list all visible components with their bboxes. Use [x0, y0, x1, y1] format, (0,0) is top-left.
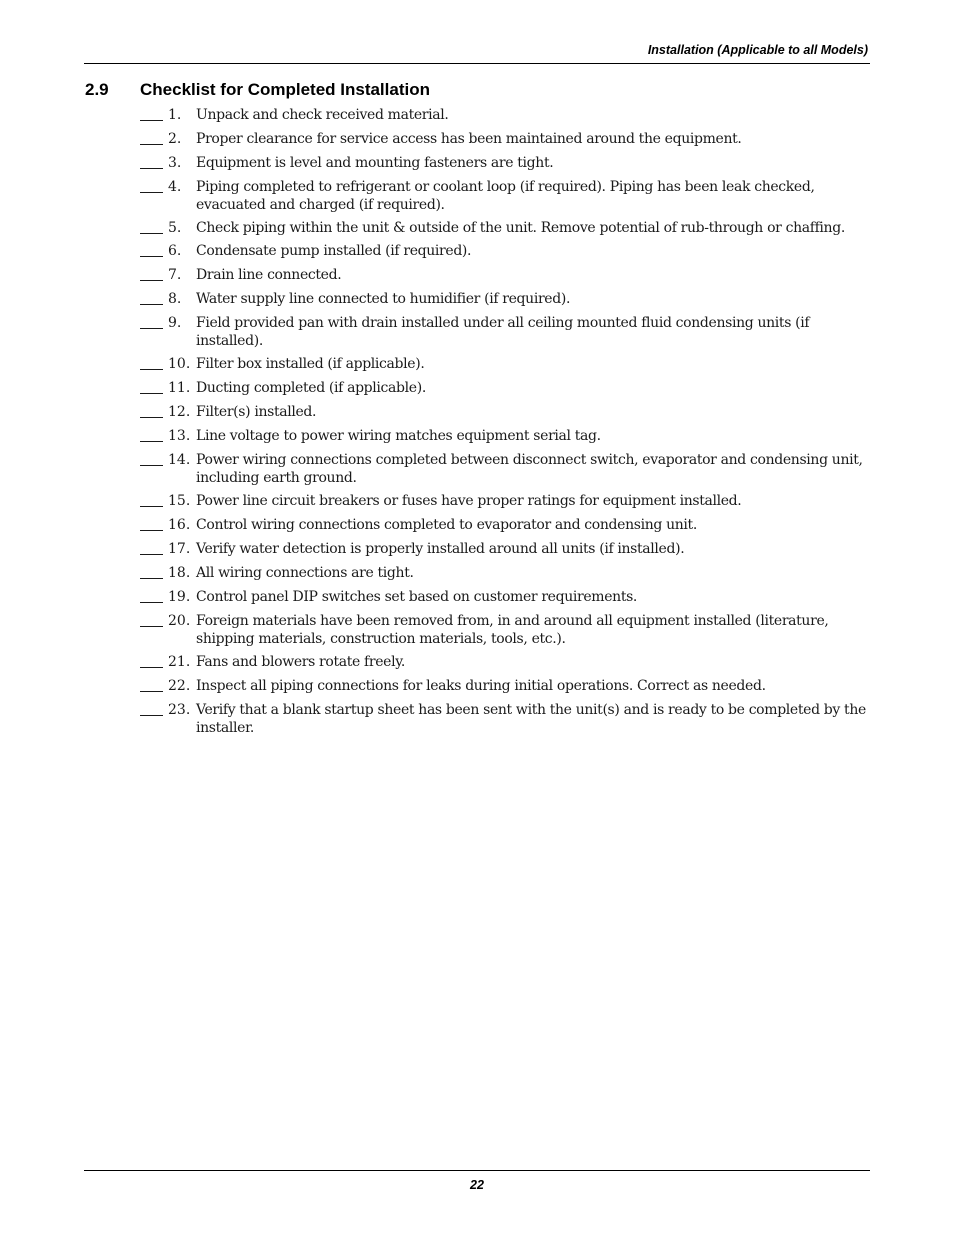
checklist-item	[140, 677, 870, 695]
section-title: Checklist for Completed Installation	[140, 80, 430, 99]
checkbox-blank[interactable]	[140, 219, 163, 234]
checklist-item	[140, 564, 870, 582]
item-text: Equipment is level and mounting fasteners are tight.	[196, 155, 554, 171]
checkbox-blank[interactable]	[140, 290, 163, 305]
checklist-item	[140, 219, 870, 237]
item-number: 18.	[168, 565, 191, 581]
item-number: 23.	[168, 702, 191, 718]
checkbox-blank[interactable]	[140, 588, 163, 603]
item-text: Unpack and check received material.	[196, 107, 449, 123]
item-text: Control panel DIP switches set based on customer requirements.	[196, 589, 638, 605]
item-number: 19.	[168, 589, 191, 605]
checkbox-blank[interactable]	[140, 612, 163, 627]
checkbox-blank[interactable]	[140, 314, 163, 329]
checklist-item	[140, 178, 870, 214]
checkbox-blank[interactable]	[140, 106, 163, 121]
item-text: Inspect all piping connections for leaks during initial operations. Correct as needed.	[196, 678, 766, 694]
installation-checklist	[140, 106, 870, 742]
item-text: Filter box installed (if applicable).	[196, 356, 425, 372]
item-text: Filter(s) installed.	[196, 404, 317, 420]
item-text: Verify that a blank startup sheet has been sent with the unit(s) and is ready to be completed by the installer.	[196, 702, 866, 736]
item-number: 14.	[168, 452, 191, 468]
item-number: 3.	[168, 155, 182, 171]
item-number: 16.	[168, 517, 191, 533]
checkbox-blank[interactable]	[140, 564, 163, 579]
section-heading	[85, 79, 430, 101]
checklist-item	[140, 612, 870, 648]
checkbox-blank[interactable]	[140, 492, 163, 507]
item-text: Fans and blowers rotate freely.	[196, 654, 406, 670]
checkbox-blank[interactable]	[140, 653, 163, 668]
item-number: 10.	[168, 356, 191, 372]
item-text: Water supply line connected to humidifier (if required).	[196, 291, 571, 307]
item-number: 8.	[168, 291, 182, 307]
checklist-item	[140, 106, 870, 124]
item-number: 6.	[168, 243, 182, 259]
item-text: Condensate pump installed (if required).	[196, 243, 472, 259]
checkbox-blank[interactable]	[140, 701, 163, 716]
item-text: Proper clearance for service access has been maintained around the equipment.	[196, 131, 742, 147]
checklist-item	[140, 588, 870, 606]
page-number: 22	[470, 1178, 484, 1192]
checkbox-blank[interactable]	[140, 451, 163, 466]
item-number: 21.	[168, 654, 191, 670]
item-text: Piping completed to refrigerant or coolant loop (if required). Piping has been leak checked, evacuated and charged (if required).	[196, 179, 815, 213]
checkbox-blank[interactable]	[140, 154, 163, 169]
checkbox-blank[interactable]	[140, 540, 163, 555]
checklist-item	[140, 379, 870, 397]
checklist-item	[140, 154, 870, 172]
item-number: 15.	[168, 493, 191, 509]
item-text: Field provided pan with drain installed under all ceiling mounted fluid condensing units (if installed).	[196, 315, 810, 349]
checkbox-blank[interactable]	[140, 266, 163, 281]
checklist-item	[140, 492, 870, 510]
item-text: Line voltage to power wiring matches equipment serial tag.	[196, 428, 601, 444]
running-header: Installation (Applicable to all Models)	[647, 43, 868, 57]
item-number: 11.	[168, 380, 191, 396]
checkbox-blank[interactable]	[140, 379, 163, 394]
section-number: 2.9	[85, 80, 109, 99]
checkbox-blank[interactable]	[140, 242, 163, 257]
checkbox-blank[interactable]	[140, 130, 163, 145]
checklist-item	[140, 314, 870, 350]
item-text: Verify water detection is properly installed around all units (if installed).	[196, 541, 685, 557]
checklist-item	[140, 403, 870, 421]
item-text: Check piping within the unit & outside of the unit. Remove potential of rub-through or chaffing.	[196, 220, 845, 236]
footer-rule	[84, 1170, 870, 1171]
item-number: 1.	[168, 107, 182, 123]
item-number: 17.	[168, 541, 191, 557]
checkbox-blank[interactable]	[140, 403, 163, 418]
checklist-item	[140, 242, 870, 260]
item-number: 5.	[168, 220, 182, 236]
checkbox-blank[interactable]	[140, 677, 163, 692]
checklist-item	[140, 540, 870, 558]
item-text: Power line circuit breakers or fuses have proper ratings for equipment installed.	[196, 493, 742, 509]
checkbox-blank[interactable]	[140, 427, 163, 442]
checkbox-blank[interactable]	[140, 516, 163, 531]
item-text: Foreign materials have been removed from, in and around all equipment installed (literature, shipping materials, construction materials, tools, etc.).	[196, 613, 829, 647]
item-text: All wiring connections are tight.	[196, 565, 414, 581]
item-number: 20.	[168, 613, 191, 629]
item-text: Control wiring connections completed to evaporator and condensing unit.	[196, 517, 697, 533]
checklist-item	[140, 290, 870, 308]
item-number: 9.	[168, 315, 182, 331]
checkbox-blank[interactable]	[140, 355, 163, 370]
checklist-item	[140, 516, 870, 534]
checklist-item	[140, 355, 870, 373]
item-number: 22.	[168, 678, 191, 694]
item-text: Power wiring connections completed between disconnect switch, evaporator and condensing unit, including earth ground.	[196, 452, 863, 486]
item-number: 2.	[168, 131, 182, 147]
checklist-item	[140, 451, 870, 487]
item-text: Ducting completed (if applicable).	[196, 380, 426, 396]
item-number: 4.	[168, 179, 182, 195]
header-rule	[84, 63, 870, 64]
checklist-item	[140, 130, 870, 148]
checklist-item	[140, 653, 870, 671]
checklist-item	[140, 427, 870, 445]
checklist-item	[140, 266, 870, 284]
item-number: 7.	[168, 267, 182, 283]
item-number: 13.	[168, 428, 191, 444]
checkbox-blank[interactable]	[140, 178, 163, 193]
checklist-item	[140, 701, 870, 737]
item-number: 12.	[168, 404, 191, 420]
item-text: Drain line connected.	[196, 267, 342, 283]
